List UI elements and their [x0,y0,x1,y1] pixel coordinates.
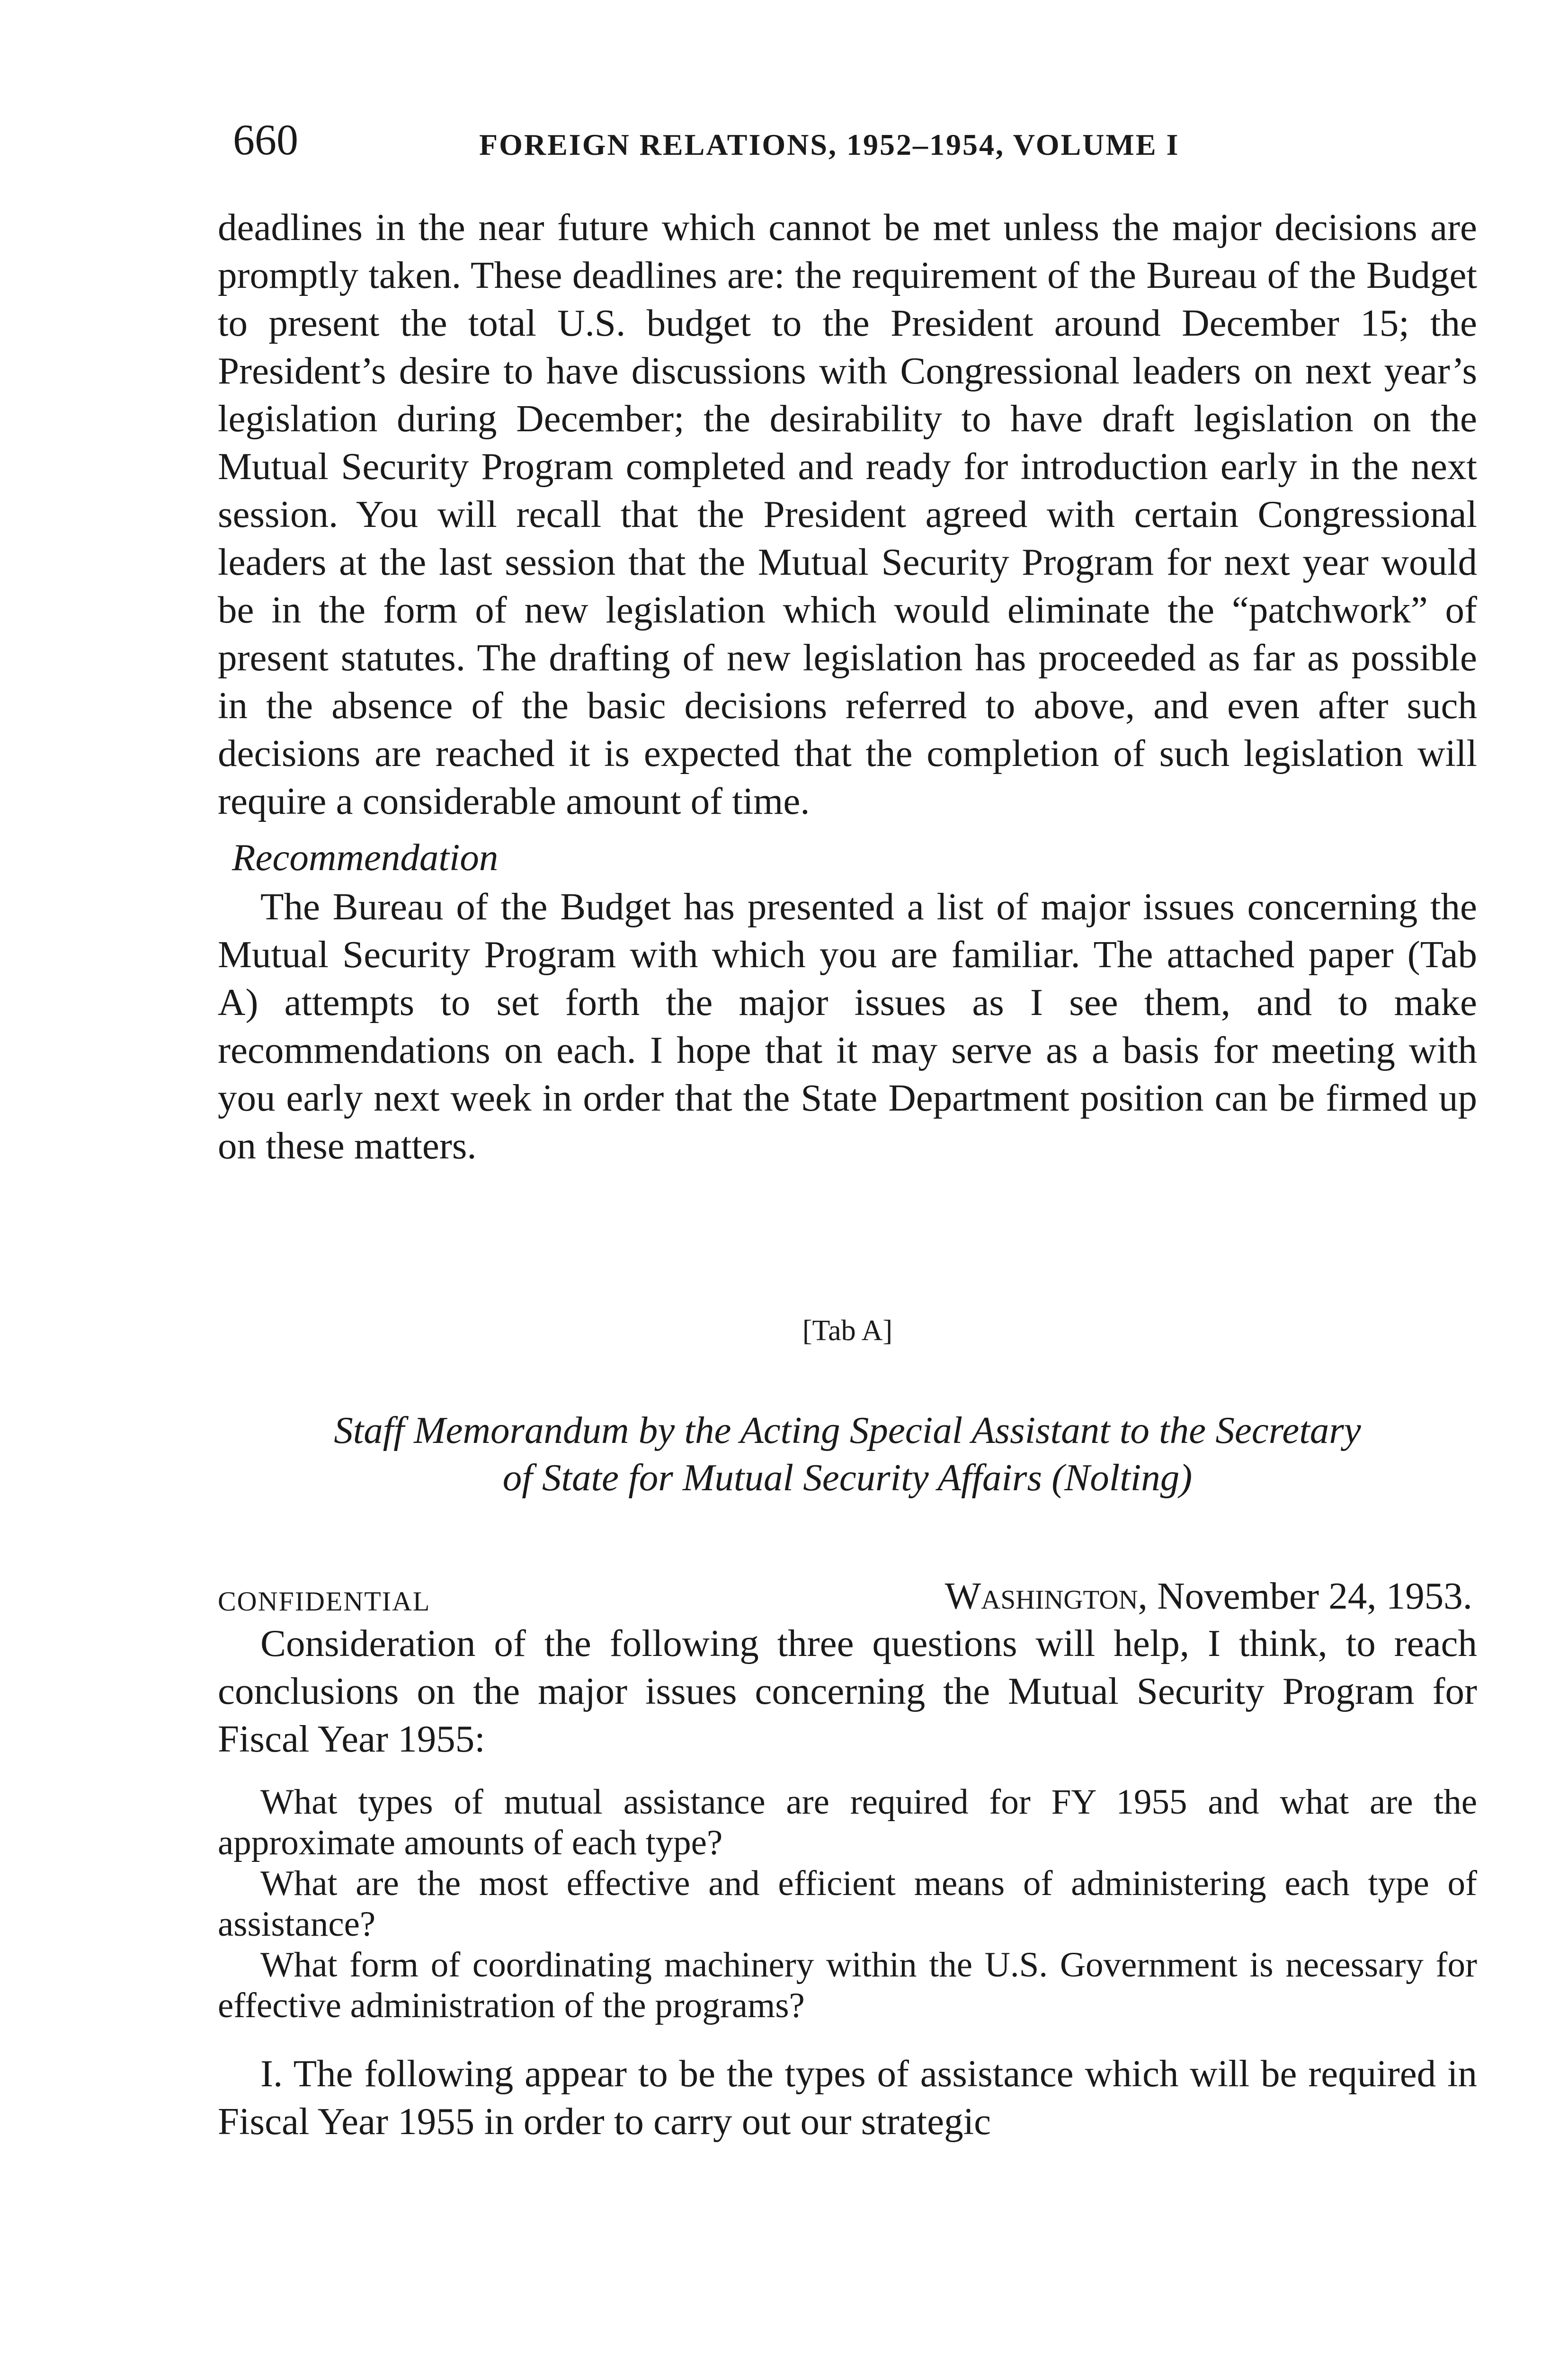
question-list [218,1782,1477,2026]
place-date [945,1572,1472,1620]
continued-paragraph: deadlines in the near future which cannot be met unless the major decisions are promptly taken. These deadlines are: the requirement of the Bureau of the Budget to present the total U.S. budget to the President around December 15; the President’s desire to have discussions with Congressional leaders on next year’s legislation during December; the desirability to have draft legislation on the Mutual Security Program completed and ready for introduction early in the next session. You will recall that the President agreed with certain Congressional leaders at the last session that the Mutual Security Program for next year would be in the form of new legislation which would eliminate the “patchwork” of present statutes. The drafting of new legislation has proceeded as far as possible in the absence of the basic decisions referred to above, and even after such decisions are reached it is expected that the completion of such legislation will require a considerable amount of time. [218,206,1477,822]
question-item: What are the most effective and efficient means of administering each type of assistance? [218,1864,1477,1944]
question-item: What form of coordinating machinery within the U.S. Government is necessary for effective administration of the programs? [218,1945,1477,2025]
memo-intro-paragraph: Consideration of the following three questions will help, I think, to reach conclusions on the major issues concerning the Mutual Security Program for Fiscal Year 1955: [218,1622,1477,1760]
date: , November 24, 1953. [1138,1575,1472,1617]
tab-label: [Tab A] [802,1315,893,1347]
question-item: What types of mutual assistance are required for FY 1955 and what are the approximate amounts of each type? [218,1782,1477,1862]
running-head: FOREIGN RELATIONS, 1952–1954, VOLUME I [479,128,1180,161]
memo-title [218,1406,1477,1501]
classification-label: CONFIDENTIAL [218,1586,431,1617]
memo-title-line-1: Staff Memorandum by the Acting Special Assistant to the Secretary [334,1409,1361,1451]
recommendation-heading: Recommendation [232,836,499,879]
page-body [218,204,1477,2145]
page-header [233,114,1511,175]
place: Washington [944,1575,1138,1617]
page-number: 660 [233,116,298,164]
dateline [218,1572,1477,1620]
memo-title-line-2: of State for Mutual Security Affairs (Nolting) [502,1456,1193,1499]
recommendation-paragraph: The Bureau of the Budget has presented a list of major issues concerning the Mutual Security Program with which you are familiar. The attached paper (Tab A) attempts to set forth the major issues as I see them, and to make recommendations on each. I hope that it may serve as a basis for meeting with you early next week in order that the State Department position can be firmed up on these matters. [218,885,1477,1167]
section-one-paragraph: I. The following appear to be the types of assistance which will be required in Fiscal Year 1955 in order to carry out our strategic [218,2052,1477,2143]
